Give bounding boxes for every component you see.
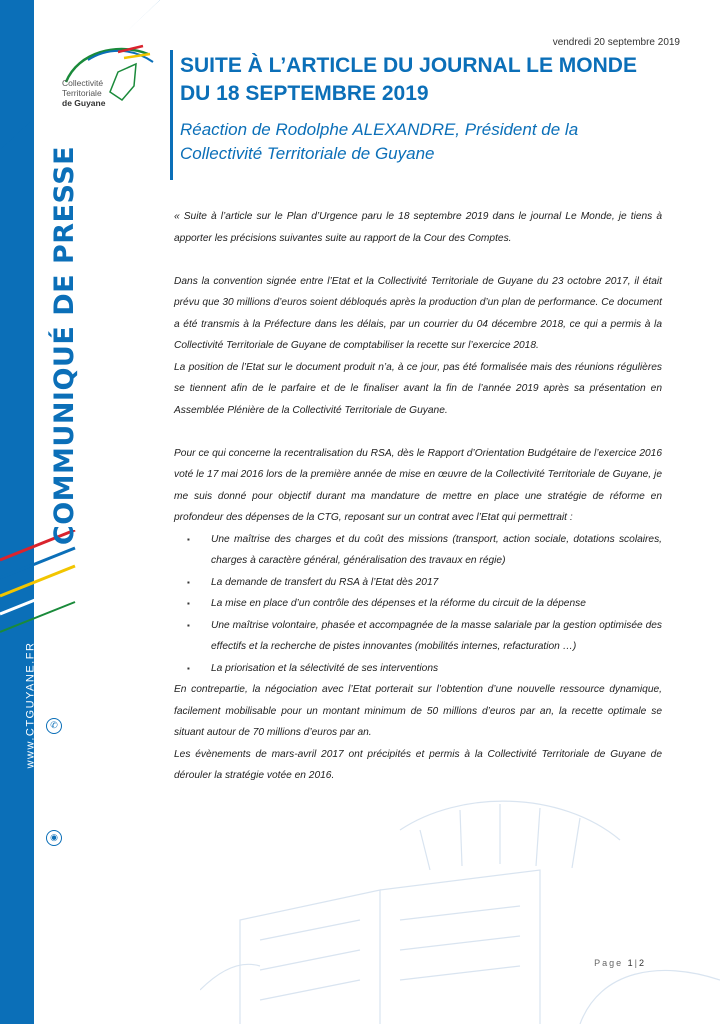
sound-icon: ◀ — [38, 974, 54, 990]
page-subtitle: Réaction de Rodolphe ALEXANDRE, Président de la Collectivité Territoriale de Guyane — [180, 120, 579, 163]
paragraph-contrepartie: En contrepartie, la négociation avec l’Etat porterait sur l’obtention d’une nouvelle ressource dynamique, facilement mobilisable pour un montant minimum de 50 millions d’euros par an, la recette optimale se situant autour de 70 millions d’euros par an. — [174, 684, 662, 738]
list-item: ▪ La demande de transfert du RSA à l’Etat dès 2017 — [174, 572, 662, 594]
strategy-list — [174, 529, 662, 680]
background-illustration — [200, 770, 720, 1024]
paragraph-position: La position de l’Etat sur le document produit n’a, à ce jour, pas été formalisée mais des réunions régulières se tiennent afin de le parfaire et de le finaliser avant la fin de l’année 2019 après sa présentation en Assemblée Plénière de la Collectivité Territoriale de Guyane. — [174, 361, 662, 416]
press-release-body — [174, 206, 662, 787]
document-date: vendredi 20 septembre 2019 — [552, 37, 680, 48]
list-item: ▪ Une maîtrise des charges et du coût des missions (transport, action sociale, dotations scolaires, charges à caractère général, généralisation des travaux en régie) — [174, 529, 662, 572]
decorative-stripes — [0, 530, 80, 640]
paragraph-intro: « Suite à l’article sur le Plan d’Urgence paru le 18 septembre 2019 dans le journal Le Monde, je tiens à apporter les précisions suivantes suite au rapport de la Cour des Comptes. — [174, 211, 662, 244]
sidebar-band — [0, 0, 34, 1024]
location-icon: ◉ — [46, 830, 62, 846]
paragraph-evenements: Les évènements de mars-avril 2017 ont précipités et permis à la Collectivité Territoriale de Guyane de dérouler la stratégie votée en 2016. — [174, 748, 662, 781]
communique-label: COMMUNIQUÉ DE PRESSE — [49, 145, 81, 545]
website-label: www.CTGUYANE.FR — [24, 641, 36, 769]
list-item: ▪ La mise en place d’un contrôle des dépenses et la réforme du circuit de la dépense — [174, 593, 662, 615]
paragraph-convention: Dans la convention signée entre l’Etat et la Collectivité Territoriale de Guyane du 23 octobre 2017, il était prévu que 30 millions d’euros soient débloqués après la production d’un plan de performance. Ce document a été transmis à la Préfecture dans les délais, par un courrier du 04 décembre 2018, ce qui a permis à la Collectivité Territoriale de Guyane de comptabiliser la recette sur l’exercice 2018. — [174, 275, 662, 351]
phone-icon: ✆ — [46, 718, 62, 734]
page-title: SUITE À L’ARTICLE DU JOURNAL LE MONDE DU 18 SEPTEMBRE 2019 — [180, 54, 637, 105]
paragraph-rsa: Pour ce qui concerne la recentralisation du RSA, dès le Rapport d’Orientation Budgétaire de l’exercice 2016 voté le 17 mai 2016 lors de la première année de mise en œuvre de la Collectivité Territoriale de Guyane, je me suis donné pour objectif durant ma mandature de mettre en place une stratégie de réforme en profondeur des dépenses de la CTG, reposant sur un contrat avec l’Etat qui permettrait : — [174, 447, 662, 523]
list-item: ▪ La priorisation et la sélectivité de ses interventions — [174, 658, 662, 680]
list-item: ▪ Une maîtrise volontaire, phasée et accompagnée de la masse salariale par la gestion optimisée des effectifs et la recherche de pistes innovantes (mobilités internes, refacturation …) — [174, 615, 662, 658]
title-accent-bar — [170, 50, 173, 180]
logo-text: Collectivité Territoriale de Guyane — [62, 78, 106, 108]
page-number: Page 1|2 — [594, 958, 646, 968]
